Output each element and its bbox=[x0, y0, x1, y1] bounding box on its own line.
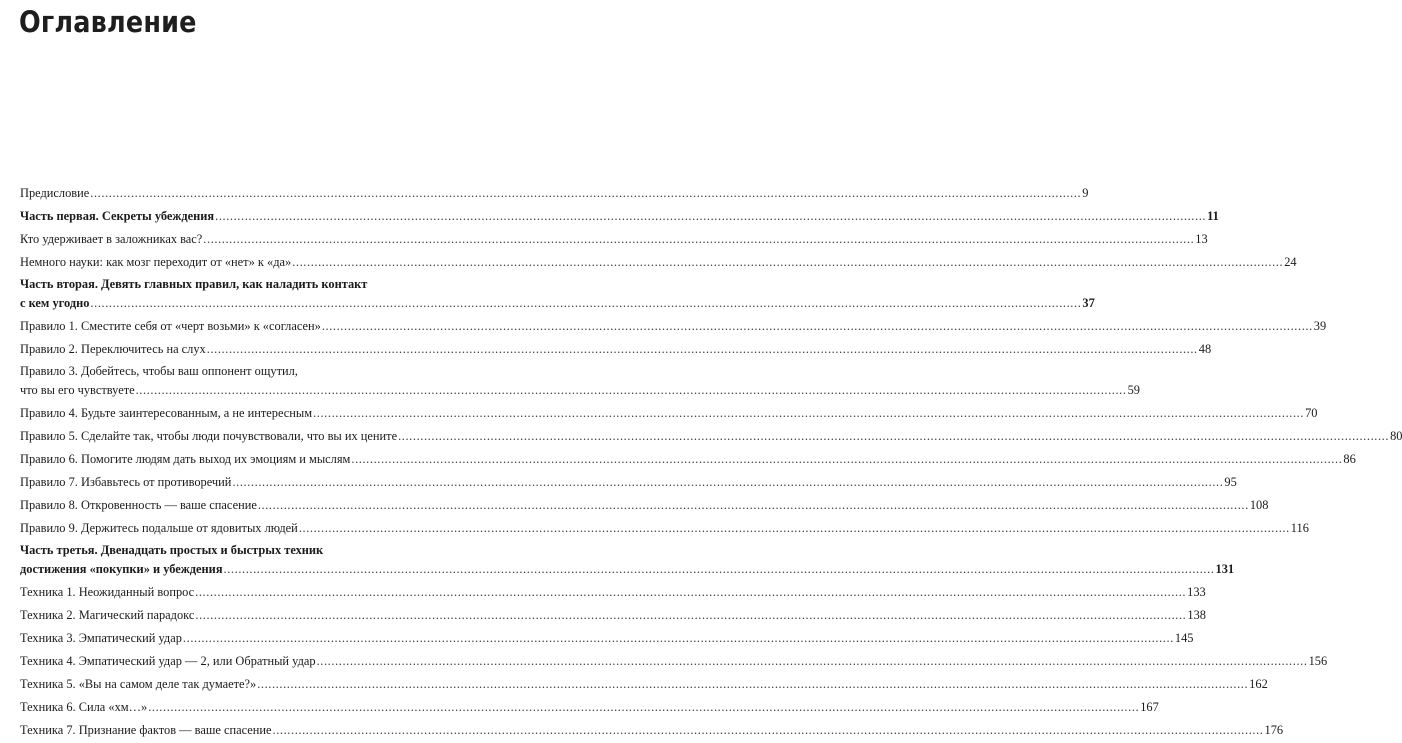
dot-leader bbox=[351, 449, 1342, 469]
toc-entry-title: Правило 7. Избавьтесь от противоречий bbox=[20, 475, 232, 489]
toc-entry[interactable] bbox=[20, 674, 1268, 694]
toc-entry[interactable] bbox=[20, 651, 1328, 671]
toc-page-number: 133 bbox=[1187, 585, 1206, 599]
toc-entry-title: Техника 3. Эмпатический удар bbox=[20, 631, 182, 645]
toc-page-number: 11 bbox=[1207, 209, 1219, 223]
toc-page-number: 162 bbox=[1249, 677, 1268, 691]
dot-leader bbox=[292, 252, 1283, 272]
toc-entry-title: Правило 2. Переключитесь на слух bbox=[20, 342, 206, 356]
toc-entry-title: Правило 8. Откровенность — ваше спасение bbox=[20, 498, 257, 512]
toc-entry[interactable] bbox=[20, 518, 1309, 538]
toc-entry-title: Немного науки: как мозг переходит от «нет» к «да» bbox=[20, 255, 292, 269]
dot-leader bbox=[273, 720, 1264, 740]
dot-leader bbox=[203, 229, 1194, 249]
toc-entry[interactable] bbox=[20, 449, 1356, 469]
toc-page-number: 9 bbox=[1082, 186, 1089, 200]
toc-entry[interactable] bbox=[20, 403, 1318, 423]
dot-leader bbox=[90, 293, 1081, 313]
toc-page-number: 59 bbox=[1127, 383, 1140, 397]
toc-entry[interactable] bbox=[20, 541, 1235, 579]
toc-entry-title: Техника 1. Неожиданный вопрос bbox=[20, 585, 195, 599]
toc-page-number: 108 bbox=[1249, 498, 1269, 512]
toc-entry-title: Техника 7. Признание фактов — ваше спасение bbox=[20, 723, 272, 737]
toc-entry-title: Правило 9. Держитесь подальше от ядовитых людей bbox=[20, 521, 298, 535]
toc-page-number: 48 bbox=[1198, 342, 1212, 356]
toc-entry-title: Часть третья. Двенадцать простых и быстрых техник bbox=[20, 543, 324, 557]
toc-entry-title: Предисловие bbox=[20, 186, 90, 200]
toc-entry[interactable] bbox=[20, 720, 1284, 740]
table-of-contents bbox=[20, 183, 1402, 743]
toc-page-number: 138 bbox=[1187, 608, 1206, 622]
dot-leader bbox=[195, 582, 1186, 602]
dot-leader bbox=[148, 697, 1139, 717]
toc-entry[interactable] bbox=[20, 628, 1194, 648]
toc-entry-title: Техника 5. «Вы на самом деле так думаете?» bbox=[20, 677, 257, 691]
dot-leader bbox=[195, 605, 1186, 625]
toc-page-number: 116 bbox=[1290, 521, 1309, 535]
toc-entry[interactable] bbox=[20, 362, 1140, 400]
dot-leader bbox=[232, 472, 1223, 492]
toc-entry[interactable] bbox=[20, 697, 1159, 717]
toc-entry[interactable] bbox=[20, 426, 1402, 446]
toc-entry-title: с кем угодно bbox=[20, 296, 90, 310]
toc-entry-title: Техника 2. Магический парадокс bbox=[20, 608, 195, 622]
toc-entry-title: Правило 4. Будьте заинтересованным, а не интересным bbox=[20, 406, 313, 420]
toc-entry[interactable] bbox=[20, 183, 1089, 203]
toc-page-number: 131 bbox=[1215, 562, 1235, 576]
dot-leader bbox=[215, 206, 1206, 226]
dot-leader bbox=[258, 495, 1249, 515]
toc-page-number: 95 bbox=[1224, 475, 1237, 489]
toc-page-number: 176 bbox=[1264, 723, 1284, 737]
toc-page-number: 156 bbox=[1308, 654, 1328, 668]
toc-entry-title: Техника 4. Эмпатический удар — 2, или Обратный удар bbox=[20, 654, 316, 668]
toc-entry-title: что вы его чувствуете bbox=[20, 383, 135, 397]
toc-entry[interactable] bbox=[20, 495, 1269, 515]
toc-entry[interactable] bbox=[20, 605, 1206, 625]
toc-entry[interactable] bbox=[20, 339, 1212, 359]
toc-entry-title: достижения «покупки» и убеждения bbox=[20, 562, 223, 576]
dot-leader bbox=[90, 183, 1081, 203]
toc-entry[interactable] bbox=[20, 275, 1095, 313]
dot-leader bbox=[207, 339, 1198, 359]
toc-entry[interactable] bbox=[20, 316, 1327, 336]
toc-page-number: 86 bbox=[1343, 452, 1356, 466]
page-title: Оглавление bbox=[19, 5, 197, 39]
toc-entry-title: Часть первая. Секреты убеждения bbox=[20, 209, 215, 223]
toc-page-number: 37 bbox=[1082, 296, 1095, 310]
dot-leader bbox=[136, 380, 1127, 400]
toc-entry-title: Часть вторая. Девять главных правил, как наладить контакт bbox=[20, 277, 368, 291]
toc-entry[interactable] bbox=[20, 206, 1219, 226]
dot-leader bbox=[224, 559, 1215, 579]
toc-entry[interactable] bbox=[20, 582, 1206, 602]
dot-leader bbox=[299, 518, 1290, 538]
toc-page-number: 13 bbox=[1195, 232, 1208, 246]
toc-entry-title: Техника 6. Сила «хм…» bbox=[20, 700, 148, 714]
toc-page-number: 167 bbox=[1140, 700, 1159, 714]
toc-entry[interactable] bbox=[20, 252, 1297, 272]
toc-entry-title: Правило 6. Помогите людям дать выход их эмоциям и мыслям bbox=[20, 452, 351, 466]
toc-entry-title: Правило 1. Сместите себя от «черт возьми» к «согласен» bbox=[20, 319, 321, 333]
toc-page-number: 80 bbox=[1390, 429, 1402, 443]
toc-page-number: 24 bbox=[1284, 255, 1297, 269]
toc-page-number: 70 bbox=[1305, 406, 1318, 420]
toc-entry[interactable] bbox=[20, 472, 1237, 492]
dot-leader bbox=[398, 426, 1389, 446]
dot-leader bbox=[257, 674, 1248, 694]
dot-leader bbox=[313, 403, 1304, 423]
dot-leader bbox=[317, 651, 1308, 671]
toc-entry-title: Кто удерживает в заложниках вас? bbox=[20, 232, 203, 246]
toc-page-number: 39 bbox=[1313, 319, 1327, 333]
dot-leader bbox=[322, 316, 1313, 336]
toc-page-number: 145 bbox=[1174, 631, 1194, 645]
toc-entry[interactable] bbox=[20, 229, 1208, 249]
toc-entry-title: Правило 3. Добейтесь, чтобы ваш оппонент ощутил, bbox=[20, 364, 298, 378]
dot-leader bbox=[183, 628, 1174, 648]
toc-entry-title: Правило 5. Сделайте так, чтобы люди почувствовали, что вы их цените bbox=[20, 429, 398, 443]
